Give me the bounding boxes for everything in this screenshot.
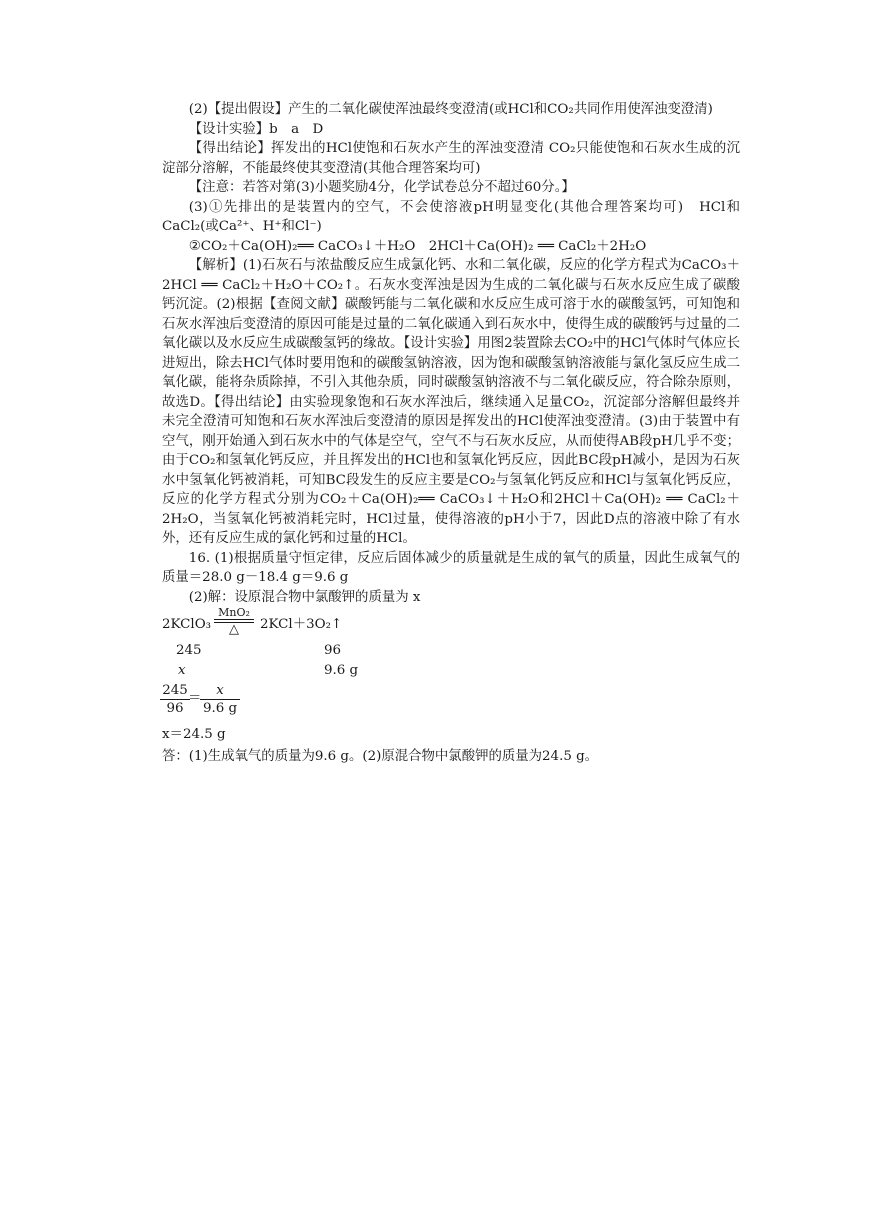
reaction-condition bbox=[214, 607, 254, 637]
fraction-left-denominator: 96 bbox=[166, 701, 184, 716]
q3-line2: ②CO₂＋Ca(OH)₂══ CaCO₃↓＋H₂O 2HCl＋Ca(OH)₂ ══ CaCl₂＋2H₂O bbox=[188, 238, 647, 254]
fraction-left bbox=[160, 683, 190, 718]
fraction-right-denominator: 9.6 g bbox=[202, 701, 238, 716]
catalyst-label: MnO₂ bbox=[218, 606, 250, 619]
calculation-block bbox=[162, 607, 740, 787]
equation-reactant: 2KClO₃ bbox=[162, 617, 212, 632]
q16-part2: (2)解：设原混合物中氯酸钾的质量为 x bbox=[188, 589, 421, 605]
analysis-paragraph: 【解析】(1)石灰石与浓盐酸反应生成氯化钙、水和二氧化碳，反应的化学方程式为CaCO₃＋2HCl ══ CaCl₂＋H₂O＋CO₂↑。石灰水变浑浊是因为生成的二氧化碳与石灰水反应生成了碳酸钙沉淀。(2)根据【查阅文献】碳酸钙能与二氧化碳和水反应生成可溶于水的碳酸氢钙，可知饱和石灰水浑浊后变澄清的原因可能是过量的二氧化碳通入到石灰水中，使得生成的碳酸钙与过量的二氧化碳以及水反应生成碳酸氢钙的缘故。【设计实验】用图2装置除去CO₂中的HCl气体时气体应长进短出，除去HCl气体时要用饱和的碳酸氢钠溶液，因为饱和碳酸氢钠溶液能与氯化氢反应生成二氧化碳，能将杂质除掉，不引入其他杂质，同时碳酸氢钠溶液不与二氧化碳反应，符合除杂原则，故选D。【得出结论】由实验现象饱和石灰水浑浊后，继续通入足量CO₂，沉淀部分溶解但最终并未完全澄清可知饱和石灰水浑浊后变澄清的原因是挥发出的HCl使浑浊变澄清。(3)由于装置中有空气，刚开始通入到石灰水中的气体是空气，空气不与石灰水反应，从而使得AB段pH几乎不变；由于CO₂和氢氧化钙反应，并且挥发出的HCl也和氢氧化钙反应，因此BC段pH减小，是因为石灰水中氢氧化钙被消耗，可知BC段发生的反应主要是CO₂与氢氧化钙反应和HCl与氢氧化钙反应，反应的化学方程式分别为CO₂＋Ca(OH)₂══ CaCO₃↓＋H₂O和2HCl＋Ca(OH)₂ ══ CaCl₂＋2H₂O，当氢氧化钙被消耗完时，HCl过量，使得溶液的pH小于7，因此D点的溶液中除了有水外，还有反应生成的氯化钙和过量的HCl。 bbox=[162, 258, 740, 546]
ratio-molar-mass-left: 245 bbox=[176, 643, 202, 658]
answer-column bbox=[162, 100, 740, 787]
q2-design: 【设计实验】b a D bbox=[188, 121, 324, 137]
q2-hypothesis: (2)【提出假设】产生的二氧化碳使浑浊最终变澄清(或HCl和CO₂共同作用使浑浊变澄清) bbox=[188, 102, 713, 117]
heat-symbol: △ bbox=[229, 622, 239, 637]
proportion-equals: ＝ bbox=[188, 691, 202, 706]
fraction-right-numerator: x bbox=[200, 683, 240, 700]
equation-products: 2KCl＋3O₂↑ bbox=[260, 617, 343, 632]
ratio-molar-mass-right: 96 bbox=[324, 643, 342, 658]
final-answer: 答：(1)生成氧气的质量为9.6 g。(2)原混合物中氯酸钾的质量为24.5 g。 bbox=[162, 749, 599, 764]
q2-conclusion: 【得出结论】挥发出的HCl使饱和石灰水产生的浑浊变澄清 CO₂只能使饱和石灰水生成的沉淀部分溶解，不能最终使其变澄清(其他合理答案均可) bbox=[162, 141, 740, 176]
fraction-right bbox=[200, 683, 240, 718]
ratio-known-mass: 9.6 g bbox=[324, 663, 359, 678]
q3-line1: (3)①先排出的是装置内的空气，不会使溶液pH明显变化(其他合理答案均可) HCl和CaCl₂(或Ca²⁺、H⁺和Cl⁻) bbox=[162, 199, 740, 234]
q2-note: 【注意：若答对第(3)小题奖励4分，化学试卷总分不超过60分。】 bbox=[188, 180, 575, 195]
ratio-unknown: x bbox=[178, 663, 186, 678]
fraction-left-numerator: 245 bbox=[160, 683, 190, 700]
q16-part1: 16. (1)根据质量守恒定律，反应后固体减少的质量就是生成的氧气的质量，因此生成氧气的质量＝28.0 g－18.4 g＝9.6 g bbox=[162, 550, 740, 585]
result-line: x＝24.5 g bbox=[162, 727, 226, 742]
